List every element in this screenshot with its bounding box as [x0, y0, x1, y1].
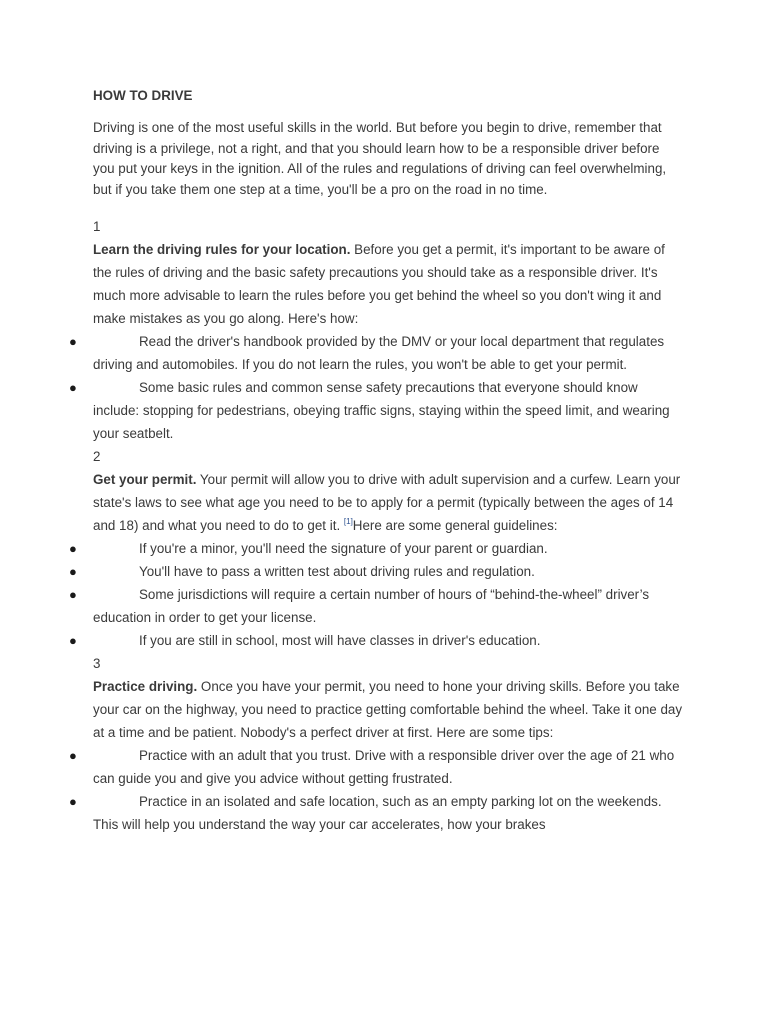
bullet-icon: ● — [69, 334, 77, 349]
list-item — [69, 376, 683, 445]
document-page — [69, 86, 683, 836]
step-body: Before you get a permit, it's important to be aware of the rules of driving and the basic safety precautions you should take as a responsible driver. It's much more advisable to learn the rules before you get behind the wheel so you don't wing it and make mistakes as you go along. Here's how: — [93, 242, 665, 326]
bullet-text: You'll have to pass a written test about driving rules and regulation. — [139, 564, 535, 579]
bullet-icon: ● — [69, 541, 77, 556]
list-item — [69, 629, 683, 652]
bullet-icon: ● — [69, 794, 77, 809]
intro-paragraph: Driving is one of the most useful skills in the world. But before you begin to drive, remember that driving is a privilege, not a right, and that you should learn how to be a responsible driver before you put your keys in the ignition. All of the rules and regulations of driving can feel overwhelming, but if you take them one step at a time, you'll be a pro on the road in no time. — [93, 120, 667, 197]
bullet-text: Practice in an isolated and safe location, such as an empty parking lot on the weekends. This will help you understand the way your car accelerates, how your brakes — [93, 794, 662, 832]
list-item — [69, 330, 683, 376]
document-title: HOW TO DRIVE — [93, 88, 193, 103]
step-body: Your permit will allow you to drive with adult supervision and a curfew. Learn your state's laws to see what age you need to be to apply for a permit (typically between the ages of 14 and 18) and what you need to do to get it. — [93, 472, 681, 533]
list-item — [69, 560, 683, 583]
bullet-icon: ● — [69, 748, 77, 763]
step-heading: Learn the driving rules for your location. — [93, 242, 351, 257]
bullet-icon: ● — [69, 587, 77, 602]
bullet-text: If you're a minor, you'll need the signature of your parent or guardian. — [139, 541, 548, 556]
step-heading: Get your permit. — [93, 472, 197, 487]
bullet-text: Some basic rules and common sense safety precautions that everyone should know include: stopping for pedestrians, obeying traffic signs, staying within the speed limit, and wearing your seatbelt. — [93, 380, 670, 441]
bullet-list — [69, 744, 683, 836]
bullet-list — [69, 537, 683, 652]
step-1 — [69, 215, 683, 445]
bullet-text: Some jurisdictions will require a certain number of hours of “behind-the-wheel” driver’s education in order to get your license. — [93, 587, 650, 625]
step-number: 3 — [93, 656, 101, 671]
step-number: 2 — [93, 449, 101, 464]
bullet-icon: ● — [69, 633, 77, 648]
bullet-text: Read the driver's handbook provided by the DMV or your local department that regulates driving and automobiles. If you do not learn the rules, you won't be able to get your permit. — [93, 334, 665, 372]
list-item — [69, 583, 683, 629]
bullet-list — [69, 330, 683, 445]
bullet-icon: ● — [69, 380, 77, 395]
step-3 — [69, 652, 683, 836]
citation-link[interactable]: [1] — [343, 517, 353, 526]
step-2 — [69, 445, 683, 652]
list-item — [69, 744, 683, 790]
step-body: Once you have your permit, you need to hone your driving skills. Before you take your car on the highway, you need to practice getting comfortable behind the wheel. Take it one day at a time and be patient. Nobody's a perfect driver at first. Here are some tips: — [93, 679, 683, 740]
step-heading: Practice driving. — [93, 679, 198, 694]
step-number: 1 — [93, 219, 101, 234]
bullet-icon: ● — [69, 564, 77, 579]
list-item — [69, 537, 683, 560]
step-paragraph — [93, 238, 683, 330]
steps-list — [69, 215, 683, 836]
bullet-text: Practice with an adult that you trust. Drive with a responsible driver over the age of 21 who can guide you and give you advice without getting frustrated. — [93, 748, 675, 786]
list-item — [69, 790, 683, 836]
step-paragraph — [93, 468, 683, 537]
step-body-continued: Here are some general guidelines: — [352, 518, 558, 533]
bullet-text: If you are still in school, most will have classes in driver's education. — [139, 633, 541, 648]
step-paragraph — [93, 675, 683, 744]
